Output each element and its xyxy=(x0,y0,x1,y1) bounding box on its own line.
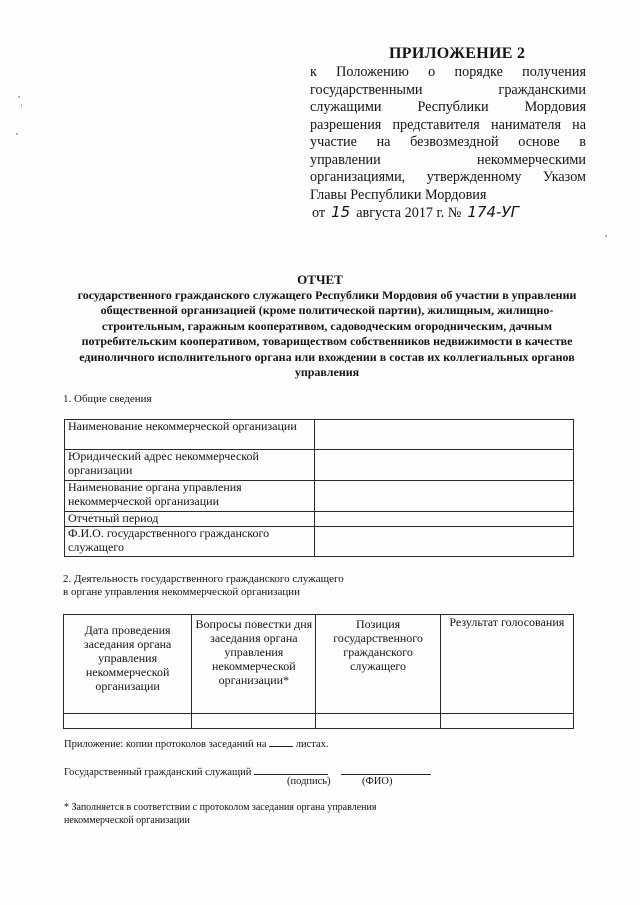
table-header-row xyxy=(64,615,574,714)
table-cell[interactable] xyxy=(192,714,316,729)
scan-speck xyxy=(21,104,22,107)
section2-heading xyxy=(63,573,344,599)
table-cell[interactable] xyxy=(440,714,573,729)
signature-blank[interactable] xyxy=(254,765,328,775)
date-prefix: от xyxy=(312,205,326,221)
row-value[interactable] xyxy=(315,420,574,450)
section2-heading-line2: в органе управления некоммерческой организации xyxy=(63,586,301,598)
scan-speck xyxy=(605,235,607,237)
section2-heading-line1: 2. Деятельность государственного гражданского служащего xyxy=(63,573,344,585)
column-header: Позиция государственного гражданского служащего xyxy=(316,615,440,714)
fio-blank[interactable] xyxy=(341,765,431,775)
page-count-blank[interactable] xyxy=(269,737,293,747)
row-label: Наименование органа управления некоммерческой организации xyxy=(65,481,315,512)
row-label: Наименование некоммерческой организации xyxy=(65,420,315,450)
table-row xyxy=(65,527,574,557)
table-cell[interactable] xyxy=(316,714,440,729)
row-value[interactable] xyxy=(315,450,574,481)
attachment-prefix: Приложение: копии протоколов заседаний на xyxy=(64,739,267,750)
attachment-line xyxy=(64,737,329,750)
table-row xyxy=(65,512,574,527)
signature-caption: (подпись) xyxy=(287,776,331,787)
fio-caption: (ФИО) xyxy=(362,776,393,787)
table-row xyxy=(65,481,574,512)
row-value[interactable] xyxy=(315,481,574,512)
row-label: Отчетный период xyxy=(65,512,315,527)
table-cell[interactable] xyxy=(64,714,192,729)
appendix-title: ПРИЛОЖЕНИЕ 2 xyxy=(389,45,526,62)
table-row xyxy=(64,714,574,729)
footnote: * Заполняется в соответствии с протоколом заседания органа управления некоммерческой организации xyxy=(64,802,377,826)
row-value[interactable] xyxy=(315,527,574,557)
activity-table xyxy=(63,614,574,729)
section1-heading: 1. Общие сведения xyxy=(63,393,152,405)
column-header: Вопросы повестки дня заседания органа управления некоммерческой организации* xyxy=(192,615,316,714)
table-row xyxy=(65,450,574,481)
scan-speck xyxy=(16,133,18,135)
signer-label: Государственный гражданский служащий xyxy=(64,767,252,778)
scan-speck xyxy=(18,96,20,98)
appendix-body: к Положению о порядке получения государственными гражданскими служащими Республики Мордовия разрешения представителя нанимателя на участие на безвозмездной основе в управлении некоммерческими организациями, утвержденному Указом Главы Республики Мордовия xyxy=(310,64,586,203)
date-day: 15 xyxy=(331,203,351,221)
report-title: ОТЧЕТ xyxy=(297,272,343,287)
row-value[interactable] xyxy=(315,512,574,527)
general-info-table xyxy=(64,419,574,557)
date-rest: августа 2017 г. № xyxy=(356,205,462,221)
table-row xyxy=(65,420,574,450)
appendix-date xyxy=(312,203,525,222)
report-subtitle: государственного гражданского служащего Республики Мордовия об участии в управлении общественной организацией (кроме политической партии), жилищным, жилищно-строительным, гаражным кооперативом, садоводческим огородническим, дачным потребительским кооперативом, товариществом собственников недвижимости в качестве единоличного исполнительного органа или вхождении в состав их коллегиальных органов управления xyxy=(77,288,577,380)
row-label: Ф.И.О. государственного гражданского служащего xyxy=(65,527,315,557)
decree-number: 174-УГ xyxy=(467,203,519,221)
row-label: Юридический адрес некоммерческой организации xyxy=(65,450,315,481)
attachment-suffix: листах. xyxy=(295,739,329,750)
column-header: Результат голосования xyxy=(440,615,573,714)
column-header: Дата проведения заседания органа управления некоммерческой организации xyxy=(64,615,192,714)
